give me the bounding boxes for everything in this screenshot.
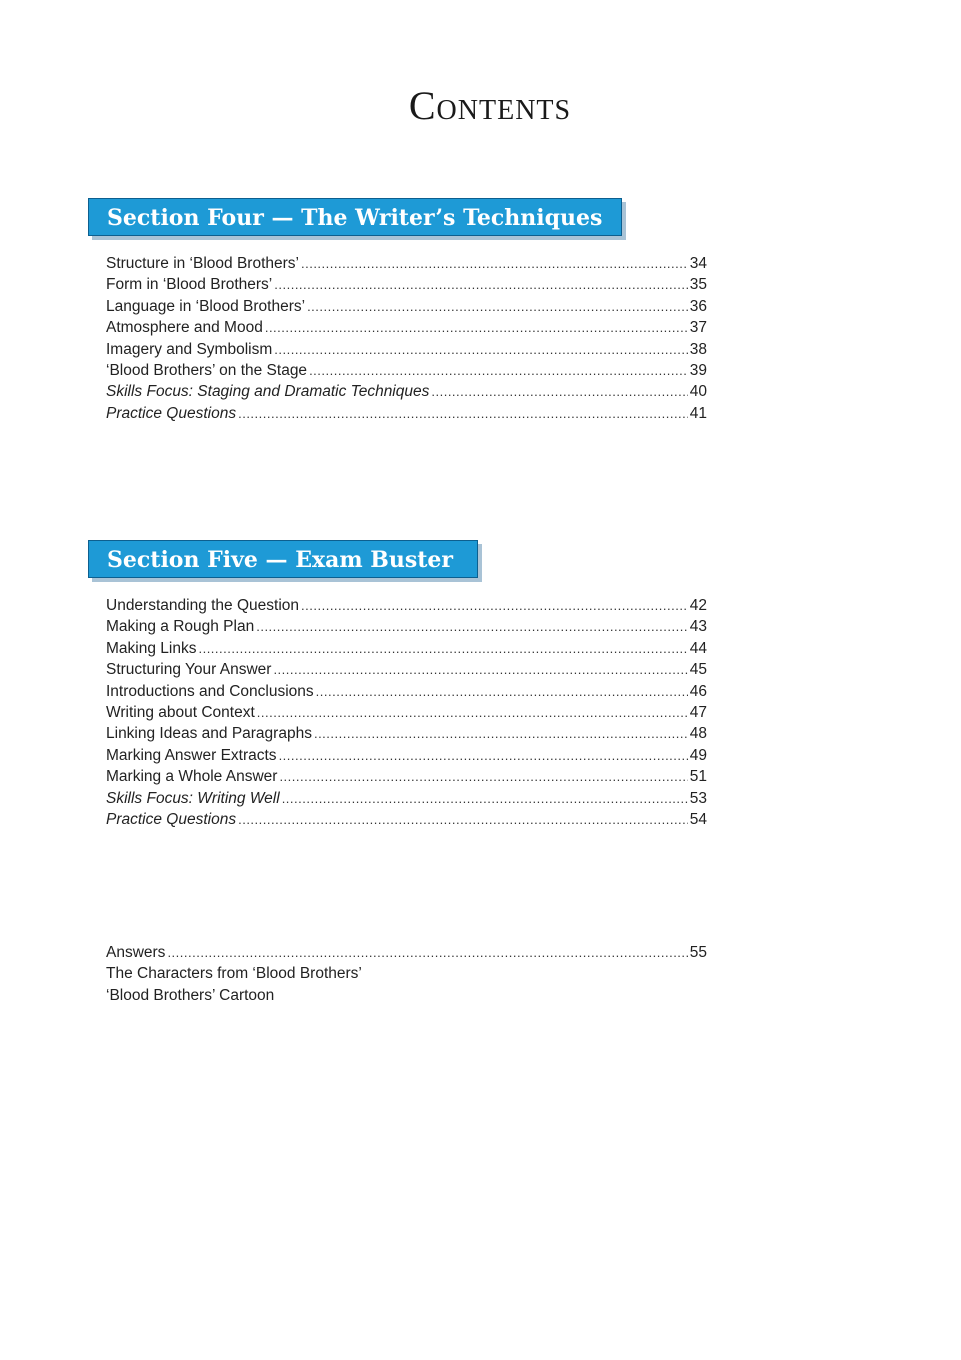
section-four-toc [106, 253, 707, 424]
dot-leader [307, 296, 688, 317]
toc-entry-title: Writing about Context [106, 703, 255, 721]
toc-entry-title: Structure in ‘Blood Brothers’ [106, 255, 299, 272]
section-five-heading: Section Five — Exam Buster [88, 540, 478, 578]
section-five-toc [106, 595, 707, 830]
toc-entry-page: 43 [689, 618, 707, 636]
toc-entry-page: 40 [689, 383, 707, 401]
dot-leader [279, 766, 687, 787]
toc-entry-answers[interactable] [106, 942, 707, 963]
toc-entry-page: 47 [689, 703, 707, 721]
dot-leader [301, 253, 688, 274]
toc-entry[interactable] [106, 788, 707, 809]
toc-entry[interactable] [106, 381, 707, 402]
dot-leader [314, 723, 688, 744]
toc-entry[interactable] [106, 595, 707, 616]
toc-entry-characters[interactable] [106, 963, 707, 984]
toc-entry[interactable] [106, 274, 707, 295]
toc-entry-title: Skills Focus: Writing Well [106, 789, 280, 807]
toc-entry-page: 44 [689, 639, 707, 657]
toc-entry-page: 53 [689, 789, 707, 807]
section-four-heading: Section Four — The Writer’s Techniques [88, 198, 622, 236]
toc-entry-title: ‘Blood Brothers’ on the Stage [106, 361, 308, 379]
dot-leader [279, 745, 688, 766]
toc-entry-title: Structuring Your Answer [106, 661, 272, 679]
toc-entry-title: Marking Answer Extracts [106, 746, 277, 764]
toc-entry-page: 55 [689, 944, 707, 961]
toc-entry-page: 38 [689, 340, 707, 358]
toc-entry-title: Understanding the Question [106, 597, 300, 614]
dot-leader [238, 403, 688, 424]
toc-entry[interactable] [106, 296, 707, 317]
toc-entry[interactable] [106, 702, 707, 723]
toc-entry[interactable] [106, 723, 707, 744]
toc-entry[interactable] [106, 317, 707, 338]
toc-entry[interactable] [106, 253, 707, 274]
toc-entry-page: 54 [689, 810, 707, 828]
dot-leader [282, 788, 688, 809]
dot-leader [273, 659, 687, 680]
toc-entry[interactable] [106, 339, 707, 360]
toc-entry[interactable] [106, 681, 707, 702]
dot-leader [167, 942, 687, 963]
toc-entry-title: Practice Questions [106, 404, 237, 422]
dot-leader [265, 317, 688, 338]
toc-entry-page: 48 [689, 725, 707, 743]
dot-leader [198, 638, 687, 659]
toc-entry-title: Practice Questions [106, 810, 237, 828]
extras-toc [106, 942, 707, 1006]
dot-leader [274, 274, 687, 295]
toc-entry-page: 34 [689, 255, 707, 272]
dot-leader [274, 339, 687, 360]
toc-entry-title: ‘Blood Brothers’ Cartoon [106, 986, 275, 1004]
toc-entry-title: Skills Focus: Staging and Dramatic Techniques [106, 383, 430, 401]
toc-entry-page: 41 [689, 404, 707, 422]
toc-entry-page: 51 [689, 768, 707, 786]
toc-entry-page: 45 [689, 661, 707, 679]
toc-entry-title: Atmosphere and Mood [106, 319, 263, 337]
toc-entry-title: Marking a Whole Answer [106, 768, 278, 786]
toc-entry[interactable] [106, 659, 707, 680]
toc-entry-title: Linking Ideas and Paragraphs [106, 725, 312, 743]
toc-entry-title: Answers [106, 944, 166, 961]
toc-entry[interactable] [106, 809, 707, 830]
toc-entry-page: 37 [689, 319, 707, 337]
page-title: Contents [408, 83, 572, 128]
toc-entry-page: 35 [689, 276, 707, 294]
dot-leader [309, 360, 688, 381]
toc-entry-page: 46 [689, 682, 707, 700]
toc-entry-page: 42 [689, 597, 707, 614]
dot-leader [257, 702, 688, 723]
toc-entry-title: Language in ‘Blood Brothers’ [106, 297, 306, 315]
toc-entry-title: The Characters from ‘Blood Brothers’ [106, 965, 362, 983]
toc-entry-title: Making Links [106, 639, 197, 657]
toc-entry-page: 49 [689, 746, 707, 764]
toc-entry-title: Making a Rough Plan [106, 618, 255, 636]
toc-entry[interactable] [106, 766, 707, 787]
toc-entry-title: Imagery and Symbolism [106, 340, 273, 358]
toc-entry-cartoon[interactable] [106, 985, 707, 1006]
toc-entry[interactable] [106, 745, 707, 766]
dot-leader [301, 595, 688, 616]
dot-leader [431, 381, 687, 402]
dot-leader [238, 809, 688, 830]
toc-entry-page: 39 [689, 361, 707, 379]
toc-entry-title: Introductions and Conclusions [106, 682, 314, 700]
toc-entry[interactable] [106, 403, 707, 424]
dot-leader [316, 681, 688, 702]
toc-entry-title: Form in ‘Blood Brothers’ [106, 276, 273, 294]
toc-entry-page: 36 [689, 297, 707, 315]
dot-leader [256, 616, 688, 637]
toc-entry[interactable] [106, 638, 707, 659]
toc-entry[interactable] [106, 360, 707, 381]
toc-entry[interactable] [106, 616, 707, 637]
